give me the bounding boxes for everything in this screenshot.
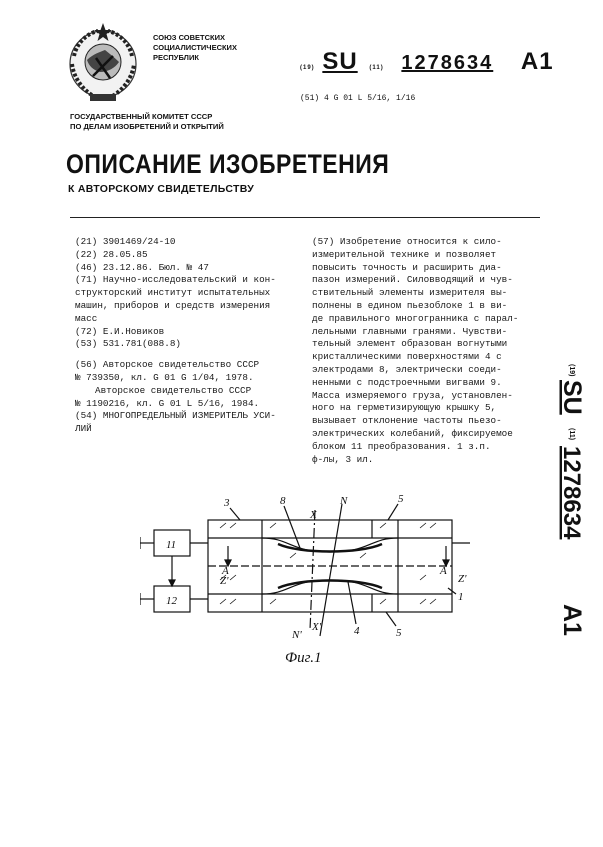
biblio-line: (21) 3901469/24-10	[75, 236, 176, 247]
side-su: SU	[558, 380, 586, 415]
committee-name	[70, 112, 224, 132]
label-3: 3	[224, 497, 230, 509]
ussr-emblem-icon	[60, 20, 146, 106]
label-n-top: N	[340, 495, 348, 507]
committee-line-1: ГОСУДАРСТВЕННЫЙ КОМИТЕТ СССР	[70, 112, 213, 121]
biblio-line: (54) МНОГОПРЕДЕЛЬНЫЙ ИЗМЕРИТЕЛЬ УСИ-	[75, 410, 276, 422]
doc-number: 1278634	[401, 52, 494, 74]
abstract-line: ного на герметизирующую крышку 5,	[312, 402, 497, 414]
side-kind: A1	[558, 604, 586, 636]
header-rule	[70, 217, 540, 218]
figure-caption: Фиг.1	[285, 650, 322, 666]
abstract-line: де правильного многогранника с парал-	[312, 312, 519, 324]
union-line-1: СОЮЗ СОВЕТСКИХ	[153, 33, 226, 42]
label-a-left: A	[222, 565, 229, 577]
label-z-left: Z'	[220, 575, 229, 587]
label-1: 1	[458, 591, 464, 603]
abstract-line: ф-лы, 3 ил.	[312, 453, 374, 465]
abstract-line: электрических колебаний, фиксируемое	[312, 427, 513, 439]
label-5-bot: 5	[396, 627, 402, 639]
label-a-right: A	[440, 565, 447, 577]
abstract-line: электродами 8, электрически соеди-	[312, 363, 502, 375]
side-num-1: (19)	[568, 364, 575, 377]
abstract-line: повысить точность и расширить диа-	[312, 261, 502, 273]
biblio-line: № 739350, кл. G 01 G 1/04, 1978.	[75, 371, 254, 383]
union-line-3: РЕСПУБЛИК	[153, 53, 199, 62]
label-11: 11	[166, 539, 177, 551]
abstract-line: измерительной технике и позволяет	[312, 248, 497, 260]
side-patent-number	[537, 360, 587, 650]
union-line-2: СОЦИАЛИСТИЧЕСКИХ	[153, 43, 237, 52]
biblio-line: машин, приборов и средств измерения	[75, 299, 271, 311]
label-8: 8	[280, 495, 286, 507]
abstract-line: ненными с подстроечными вигвами 9.	[312, 376, 502, 388]
bibliographic-data	[75, 236, 300, 436]
abstract-line: (57) Изобретение относится к сило-	[312, 236, 502, 247]
biblio-line: (71) Научно-исследовательский и кон-	[75, 274, 276, 286]
biblio-line: (46) 23.12.86. Бюл. № 47	[75, 261, 209, 273]
abstract-line: тельный элемент образован вогнутыми	[312, 338, 508, 350]
label-x-bot: X'	[312, 621, 322, 633]
abstract-line: кристаллическими поверхностями 4 с	[312, 351, 502, 363]
patent-number-header	[300, 48, 554, 76]
abstract-line: пазон измерений. Силовводящий и чув-	[312, 274, 513, 286]
doc-number-num: (11)	[369, 65, 384, 71]
country-code-num: (19)	[300, 65, 315, 71]
label-n-bot: N'	[292, 629, 302, 640]
biblio-line: (53) 531.781(088.8)	[75, 338, 182, 350]
abstract	[312, 236, 544, 466]
side-number: 1278634	[558, 446, 585, 540]
biblio-line: масс	[75, 312, 98, 324]
document-subtitle: К АВТОРСКОМУ СВИДЕТЕЛЬСТВУ	[68, 183, 255, 195]
label-x-top: X	[310, 509, 317, 521]
biblio-line: (56) Авторское свидетельство СССР	[75, 359, 260, 371]
label-5-top: 5	[398, 493, 404, 505]
country-code: SU	[322, 48, 358, 75]
union-name	[153, 33, 237, 63]
ipc-value: G 01 L 5/16, 1/16	[333, 94, 416, 103]
figure-1	[140, 490, 480, 640]
side-num-2: (11)	[568, 428, 575, 441]
label-4: 4	[354, 625, 360, 637]
biblio-line: (72) Е.И.Новиков	[75, 325, 165, 337]
abstract-line: Масса измеряемого груза, установлен-	[312, 389, 513, 401]
abstract-line: ствительный элементы измерителя вы-	[312, 287, 508, 299]
biblio-line: Авторское свидетельство СССР	[95, 384, 252, 396]
ipc-classification	[300, 94, 415, 103]
committee-line-2: ПО ДЕЛАМ ИЗОБРЕТЕНИЙ И ОТКРЫТИЙ	[70, 122, 224, 131]
ipc-num: (51) 4	[300, 94, 329, 103]
abstract-line: полнены в едином пьезоблоке 1 в ви-	[312, 299, 508, 311]
label-12: 12	[166, 595, 177, 607]
label-z-right: Z'	[458, 573, 467, 585]
biblio-line: (22) 28.05.85	[75, 248, 148, 260]
abstract-line: вызывает отклонение частоты пьезо-	[312, 415, 502, 427]
biblio-line: ЛИЙ	[75, 423, 92, 435]
abstract-line: блоком 11 преобразования. 1 з.п.	[312, 440, 491, 452]
biblio-line: структорский институт испытательных	[75, 287, 271, 299]
doc-kind: A1	[520, 48, 554, 75]
abstract-line: лельными главными гранями. Чувстви-	[312, 325, 508, 337]
document-title: ОПИСАНИЕ ИЗОБРЕТЕНИЯ	[66, 149, 390, 179]
biblio-line: № 1190216, кл. G 01 L 5/16, 1984.	[75, 397, 260, 409]
